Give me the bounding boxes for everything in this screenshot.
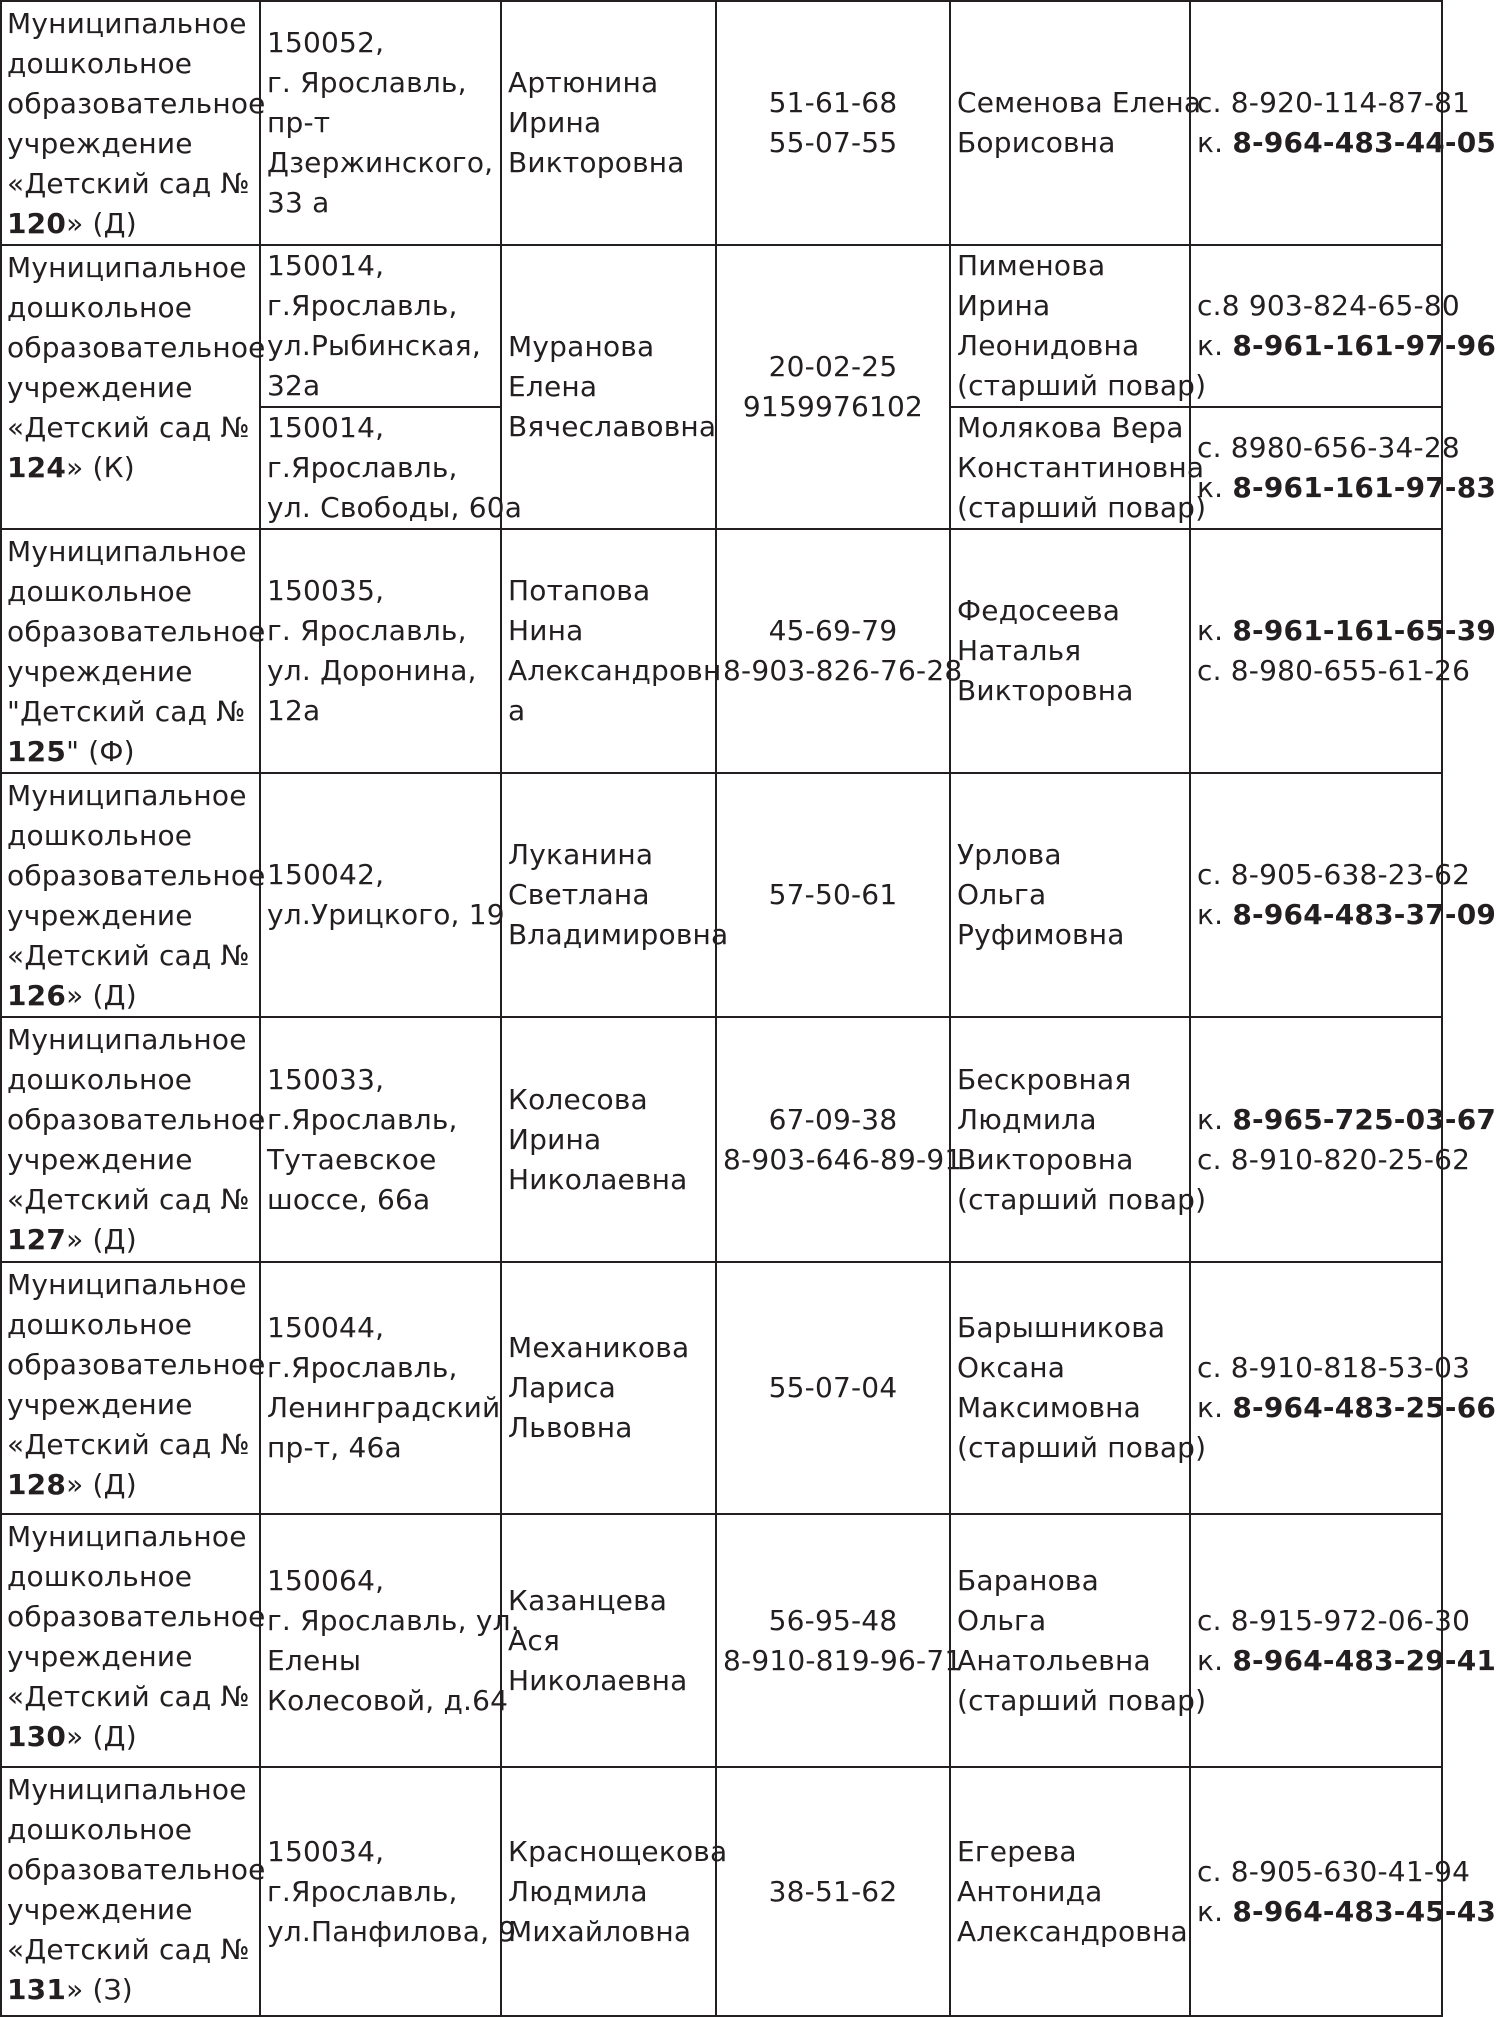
org-name-line: Муниципальное (7, 1268, 247, 1301)
contact-number: 8-964-483-45-43 (1232, 1894, 1496, 1928)
person-line: Антонида (957, 1874, 1103, 1908)
person-line: Бескровная (957, 1062, 1132, 1096)
person-line: Федосеева (957, 594, 1121, 627)
address-line: г. Ярославль, ул. (267, 1603, 520, 1637)
org-name-cell (1, 1, 266, 245)
phone-line: 20-02-25 (768, 350, 898, 383)
org-name-cell (1, 1514, 266, 1767)
org-name-line: Муниципальное (7, 1773, 247, 1806)
contact-number: 8980-656-34-28 (1230, 431, 1460, 464)
contact-line (1197, 83, 1471, 123)
phone-cell (716, 1514, 963, 1767)
contact-line (1197, 1388, 1496, 1428)
table-row (1, 1767, 1442, 2016)
phone-cell (716, 1262, 950, 1514)
phone-line: 67-09-38 (768, 1102, 898, 1136)
person-line: Анатольевна (957, 1643, 1151, 1677)
org-name-line: учреждение (7, 655, 193, 688)
address-line: г.Ярославль, (267, 289, 458, 322)
org-name-line: Муниципальное (7, 7, 247, 40)
org-name-line: Муниципальное (7, 535, 247, 568)
person-line: Ольга (957, 1603, 1047, 1637)
org-number: 120 (7, 207, 67, 240)
person-line: Константиновна (957, 451, 1205, 484)
contact-line (1197, 855, 1471, 895)
table-row (1, 245, 1442, 407)
org-number-line (7, 204, 253, 244)
person-line: Ирина (957, 289, 1051, 322)
org-type: » (Д) (66, 979, 137, 1012)
person-line: (старший повар) (957, 1431, 1207, 1464)
address-line: пр-т, 46а (267, 1431, 402, 1464)
director-line: Потапова (508, 574, 651, 607)
director-line: Викторовна (508, 146, 685, 179)
address-cell (260, 407, 523, 529)
address-line: 150014, (267, 411, 385, 444)
contact-number: 8-961-161-97-83 (1232, 471, 1496, 504)
phone-line: 8-910-819-96-71 (723, 1643, 963, 1677)
org-number-line (7, 1717, 253, 1757)
person-line: Борисовна (957, 126, 1116, 159)
contact-line (1197, 1601, 1471, 1641)
contact-number: 8-915-972-06-30 (1230, 1603, 1471, 1637)
address-line: 12а (267, 694, 321, 727)
org-name-line: дошкольное (7, 1308, 193, 1341)
person-line: Баранова (957, 1563, 1099, 1597)
contact-number: 8-905-638-23-62 (1230, 858, 1471, 891)
responsible-person-cell (950, 1767, 1190, 2016)
phone-cell (716, 1, 950, 245)
address-cell (260, 1017, 501, 1262)
contact-cell (1190, 407, 1496, 529)
contact-number: 8-980-655-61-26 (1230, 654, 1471, 687)
org-number-line (7, 448, 253, 488)
address-line: г.Ярославль, (267, 451, 458, 484)
director-cell (501, 1262, 716, 1514)
phone-line: 8-903-826-76-28 (723, 654, 963, 687)
contact-line (1197, 651, 1471, 691)
director-line: Вячеславовна (508, 410, 717, 443)
address-line: 150064, (267, 1563, 385, 1597)
org-name-line: образовательное (7, 1853, 266, 1886)
org-name-cell (1, 1767, 266, 2016)
address-line: ул. Доронина, (267, 654, 477, 687)
person-line: Оксана (957, 1351, 1066, 1384)
org-name-line: «Детский сад № (7, 939, 250, 972)
address-line: 150014, (267, 249, 385, 282)
address-line: 150033, (267, 1062, 385, 1096)
org-name-line: Муниципальное (7, 779, 247, 812)
address-line: г.Ярославль, (267, 1102, 458, 1136)
person-line: (старший повар) (957, 1182, 1207, 1216)
address-cell (260, 245, 501, 407)
contact-prefix: с. (1197, 1351, 1231, 1384)
org-name-line: «Детский сад № (7, 1428, 250, 1461)
contact-prefix: к. (1197, 1643, 1233, 1677)
director-line: Николаевна (508, 1162, 688, 1196)
director-line: Людмила (508, 1874, 648, 1908)
org-name-line: дошкольное (7, 1560, 193, 1593)
director-line: Светлана (508, 878, 650, 911)
responsible-person-cell (950, 529, 1190, 773)
org-name-line: дошкольное (7, 819, 193, 852)
org-type: " (Ф) (66, 735, 135, 768)
org-number: 127 (7, 1223, 67, 1256)
org-name-line: дошкольное (7, 575, 193, 608)
org-type: » (З) (66, 1973, 133, 2006)
org-number: 130 (7, 1720, 67, 1753)
contact-prefix: с. (1197, 1603, 1231, 1637)
director-line: Артюнина (508, 66, 659, 99)
phone-cell (716, 1767, 950, 2016)
org-name-line: учреждение (7, 1893, 193, 1926)
contact-cell (1190, 1262, 1496, 1514)
contact-line (1197, 1348, 1471, 1388)
contact-number: 8-964-483-44-05 (1232, 126, 1496, 159)
org-number: 128 (7, 1468, 67, 1501)
org-type: » (Д) (66, 207, 137, 240)
table-row (1, 773, 1442, 1017)
contact-number: 8-910-818-53-03 (1230, 1351, 1471, 1384)
phone-line: 56-95-48 (768, 1603, 898, 1637)
phone-line: 38-51-62 (768, 1874, 898, 1908)
director-line: Ася (508, 1623, 560, 1657)
responsible-person-cell (950, 1017, 1207, 1262)
contact-cell (1190, 1017, 1496, 1262)
org-name-line: «Детский сад № (7, 411, 250, 444)
address-line: Тутаевское (267, 1142, 437, 1176)
person-line: Руфимовна (957, 918, 1125, 951)
org-name-cell (1, 1262, 266, 1514)
person-line: (старший повар) (957, 1683, 1207, 1717)
person-line: Викторовна (957, 1142, 1134, 1176)
address-line: шоссе, 66а (267, 1182, 431, 1216)
org-type: » (Д) (66, 1223, 137, 1256)
org-name-line: дошкольное (7, 291, 193, 324)
contact-line (1197, 286, 1460, 326)
org-name-line: дошкольное (7, 1813, 193, 1846)
phone-line: 55-07-55 (768, 126, 898, 159)
org-name-line: учреждение (7, 1640, 193, 1673)
address-cell (260, 1, 501, 245)
address-line: 150044, (267, 1311, 385, 1344)
contact-cell (1190, 245, 1496, 407)
address-line: 150052, (267, 26, 385, 59)
address-line: ул.Рыбинская, (267, 329, 481, 362)
org-name-line: образовательное (7, 87, 266, 120)
director-line: Луканина (508, 838, 654, 871)
responsible-person-cell (950, 245, 1207, 407)
org-number-line (7, 732, 253, 772)
org-number-line (7, 976, 253, 1016)
org-name-line: «Детский сад № (7, 1680, 250, 1713)
org-name-line: учреждение (7, 1143, 193, 1176)
org-name-line: образовательное (7, 1600, 266, 1633)
person-line: Семенова Елена (957, 86, 1202, 119)
contact-prefix: к. (1197, 471, 1233, 504)
contact-prefix: с. (1197, 86, 1231, 119)
org-name-line: «Детский сад № (7, 1933, 250, 1966)
org-name-line: Муниципальное (7, 1023, 247, 1056)
contact-prefix: с. (1197, 431, 1231, 464)
director-line: Муранова (508, 330, 655, 363)
contact-prefix: с. (1197, 654, 1231, 687)
person-line: Леонидовна (957, 329, 1140, 362)
contact-line (1197, 123, 1496, 163)
director-cell (501, 1514, 716, 1767)
person-line: Пименова (957, 249, 1106, 282)
phone-cell (716, 529, 963, 773)
contact-number: 8-961-161-97-96 (1232, 329, 1496, 362)
address-line: г. Ярославль, (267, 66, 467, 99)
person-line: Ольга (957, 878, 1047, 911)
phone-line: 8-903-646-89-91 (723, 1142, 963, 1176)
contact-cell (1190, 1767, 1496, 2016)
org-name-line: "Детский сад № (7, 695, 246, 728)
address-line: ул. Свободы, 60а (267, 491, 523, 524)
contact-cell (1190, 773, 1496, 1017)
address-line: 33 а (267, 186, 330, 219)
director-cell (501, 1767, 728, 2016)
phone-line: 55-07-04 (768, 1371, 898, 1404)
address-line: ул.Панфилова, 9 (267, 1914, 517, 1948)
contact-prefix: к. (1197, 614, 1233, 647)
contact-number: 8 903-824-65-80 (1221, 289, 1460, 322)
contact-prefix: с. (1197, 1854, 1231, 1888)
person-line: Викторовна (957, 674, 1134, 707)
contact-line (1197, 611, 1496, 651)
contact-number: 8-961-161-65-39 (1232, 614, 1496, 647)
responsible-person-cell (950, 407, 1207, 529)
org-name-line: образовательное (7, 1348, 266, 1381)
org-number-line (7, 1970, 253, 2010)
org-name-line: образовательное (7, 615, 266, 648)
org-name-line: «Детский сад № (7, 167, 250, 200)
person-line: Егерева (957, 1834, 1077, 1868)
phone-line: 57-50-61 (768, 878, 898, 911)
address-cell (260, 1514, 520, 1767)
org-name-line: «Детский сад № (7, 1183, 250, 1216)
contact-line (1197, 1100, 1496, 1140)
phone-line: 45-69-79 (768, 614, 898, 647)
director-line: Нина (508, 614, 584, 647)
contact-number: 8-964-483-29-41 (1232, 1643, 1496, 1677)
contact-line (1197, 428, 1460, 468)
table-row (1, 529, 1442, 773)
org-name-line: учреждение (7, 371, 193, 404)
address-cell (260, 1767, 517, 2016)
address-line: 150042, (267, 858, 385, 891)
director-cell (501, 529, 722, 773)
director-line: Николаевна (508, 1663, 688, 1697)
org-number: 125 (7, 735, 67, 768)
org-name-line: дошкольное (7, 47, 193, 80)
contact-prefix: к. (1197, 1894, 1233, 1928)
contact-prefix: к. (1197, 329, 1233, 362)
org-type: » (Д) (66, 1720, 137, 1753)
contact-line (1197, 1140, 1471, 1180)
address-line: Елены (267, 1643, 362, 1677)
responsible-person-cell (950, 1, 1202, 245)
org-name-line: образовательное (7, 331, 266, 364)
address-line: г. Ярославль, (267, 614, 467, 647)
person-line: Наталья (957, 634, 1082, 667)
contact-line (1197, 895, 1496, 935)
phone-cell (716, 773, 950, 1017)
director-cell (501, 1, 716, 245)
table-row (1, 1514, 1442, 1767)
org-number-line (7, 1220, 253, 1260)
contact-cell (1190, 1, 1496, 245)
director-cell (501, 773, 729, 1017)
phone-cell (716, 1017, 963, 1262)
contact-prefix: к. (1197, 1391, 1233, 1424)
phone-line: 9159976102 (742, 390, 924, 423)
org-name-line: Муниципальное (7, 251, 247, 284)
director-line: Лариса (508, 1371, 616, 1404)
contact-number: 8-905-630-41-94 (1230, 1854, 1471, 1888)
person-line: Барышникова (957, 1311, 1166, 1344)
table-body (1, 1, 1496, 2016)
contact-prefix: к. (1197, 1102, 1233, 1136)
address-line: г.Ярославль, (267, 1351, 458, 1384)
org-name-line: образовательное (7, 1103, 266, 1136)
contact-line (1197, 468, 1496, 508)
address-line: 150034, (267, 1834, 385, 1868)
contact-number: 8-965-725-03-67 (1232, 1102, 1496, 1136)
person-line: Урлова (957, 838, 1062, 871)
responsible-person-cell (950, 1514, 1207, 1767)
person-line: Александровна (957, 1914, 1188, 1948)
org-number: 124 (7, 451, 67, 484)
org-name-line: учреждение (7, 899, 193, 932)
contact-line (1197, 1641, 1496, 1681)
person-line: Людмила (957, 1102, 1097, 1136)
org-name-line: образовательное (7, 859, 266, 892)
org-type: » (К) (66, 451, 135, 484)
director-line: Краснощекова (508, 1834, 728, 1868)
org-name-cell (1, 773, 266, 1017)
address-cell (260, 1262, 501, 1514)
director-cell (501, 1017, 716, 1262)
address-line: Дзержинского, (267, 146, 494, 179)
director-line: Михайловна (508, 1914, 692, 1948)
director-cell (501, 245, 716, 529)
address-line: ул.Урицкого, 19 (267, 898, 505, 931)
contact-line (1197, 1852, 1471, 1892)
contact-line (1197, 326, 1496, 366)
contact-cell (1190, 1514, 1496, 1767)
director-line: Колесова (508, 1082, 648, 1116)
org-number: 126 (7, 979, 67, 1012)
org-number-line (7, 1465, 253, 1505)
contact-line (1197, 1892, 1496, 1932)
responsible-person-cell (950, 773, 1190, 1017)
address-line: Ленинградский (267, 1391, 501, 1424)
director-line: Львовна (508, 1411, 633, 1444)
contact-number: 8-920-114-87-81 (1230, 86, 1471, 119)
address-line: 32а (267, 369, 321, 402)
table-row (1, 1, 1442, 245)
org-name-cell (1, 1017, 266, 1262)
contact-prefix: к. (1197, 898, 1233, 931)
contact-prefix: к. (1197, 126, 1233, 159)
org-name-line: Муниципальное (7, 1520, 247, 1553)
address-cell (260, 529, 501, 773)
org-name-line: учреждение (7, 127, 193, 160)
director-line: Ирина (508, 1122, 602, 1156)
contact-number: 8-910-820-25-62 (1230, 1142, 1471, 1176)
org-name-line: дошкольное (7, 1063, 193, 1096)
director-line: а (508, 694, 526, 727)
address-line: г.Ярославль, (267, 1874, 458, 1908)
director-line: Ирина (508, 106, 602, 139)
address-cell (260, 773, 505, 1017)
contact-cell (1190, 529, 1496, 773)
org-name-line: учреждение (7, 1388, 193, 1421)
table-row (1, 1017, 1442, 1262)
address-line: Колесовой, д.64 (267, 1683, 509, 1717)
director-line: Механикова (508, 1331, 690, 1364)
director-line: Владимировна (508, 918, 729, 951)
contact-number: 8-964-483-25-66 (1232, 1391, 1496, 1424)
person-line: Молякова Вера (957, 411, 1184, 444)
director-line: Александровн (508, 654, 722, 687)
table-row (1, 1262, 1442, 1514)
org-name-cell (1, 245, 266, 529)
org-name-cell (1, 529, 266, 773)
director-line: Казанцева (508, 1583, 668, 1617)
contact-prefix: с. (1197, 1142, 1231, 1176)
responsible-person-cell (950, 1262, 1207, 1514)
contact-prefix: с. (1197, 289, 1222, 322)
contact-prefix: с. (1197, 858, 1231, 891)
phone-cell (716, 245, 950, 529)
address-line: 150035, (267, 574, 385, 607)
address-line: пр-т (267, 106, 331, 139)
org-number: 131 (7, 1973, 67, 2006)
contact-number: 8-964-483-37-09 (1232, 898, 1496, 931)
person-line: (старший повар) (957, 491, 1207, 524)
person-line: (старший повар) (957, 369, 1207, 402)
phone-line: 51-61-68 (768, 86, 898, 119)
director-line: Елена (508, 370, 598, 403)
person-line: Максимовна (957, 1391, 1142, 1424)
org-type: » (Д) (66, 1468, 137, 1501)
